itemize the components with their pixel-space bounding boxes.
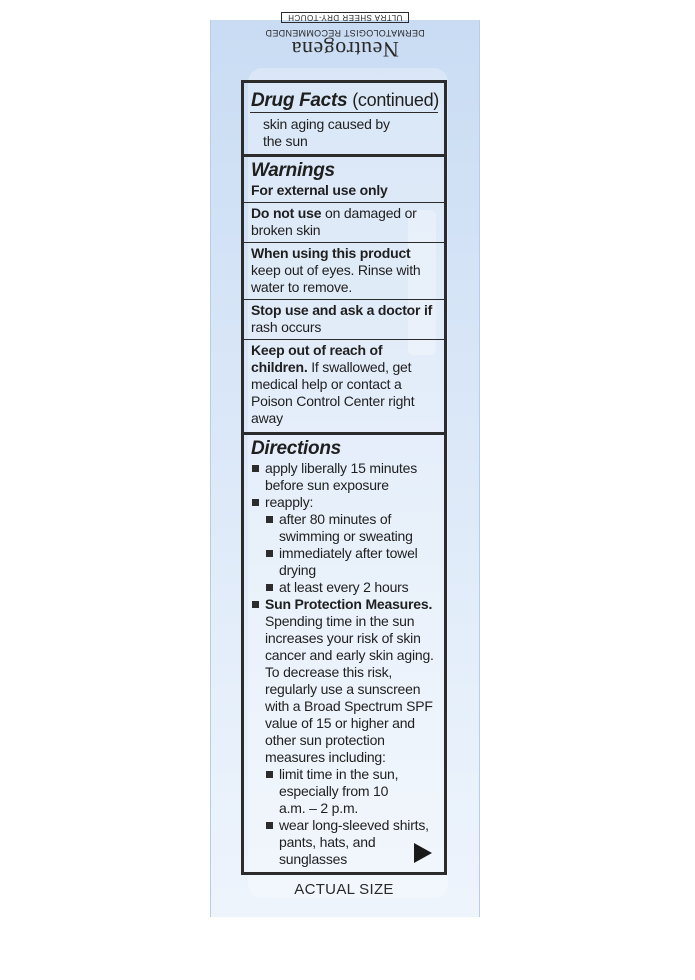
brand-name: Neutrogena [291,37,399,62]
brand-strip-inverted [240,13,450,62]
list-item [251,596,440,868]
keep-out-text: If swallowed, get medical help or contact a Poison Control Center right away [251,359,415,426]
when-using-text: keep out of eyes. Rinse with water to remove. [251,262,421,295]
stop-use-lead: Stop use and ask a doctor if [251,302,433,318]
uses-tail-text: skin aging caused by the sun [263,116,390,149]
keep-out-block [244,339,444,432]
stop-use-text: rash occurs [251,319,322,335]
brand-product-bar: ULTRA SHEER DRY-TOUCH [281,12,410,23]
do-not-use-block [244,202,444,242]
when-using-block [244,242,444,299]
when-using-lead: When using this product [251,245,411,261]
stop-use-block [244,299,444,339]
directions-section [244,435,444,875]
spm-text: Spending time in the sun increases your risk of skin cancer and early skin aging. To decrease this risk, regularly use a sunscreen with a Broad Spectrum SPF value of 15 or higher and other sun protection measures including: [265,613,434,765]
external-use-text: For external use only [251,182,388,198]
drug-facts-title: Drug Facts [251,90,348,111]
drug-facts-panel [241,80,447,875]
spm-lead: Sun Protection Measures. [265,596,433,612]
list-item [251,494,440,596]
reapply-text: reapply: [265,494,314,510]
directions-list [251,460,440,868]
actual-size-label: ACTUAL SIZE [294,881,394,898]
continue-arrow-icon [414,843,432,863]
list-item: apply liberally 15 minutes before sun exposure [251,460,440,494]
do-not-use-lead: Do not use [251,205,322,221]
brand-tagline: DERMATOLOGIST RECOMMENDED [265,28,425,38]
list-item: at least every 2 hours [265,579,440,596]
list-item: immediately after towel drying [265,545,440,579]
warnings-section [244,157,444,435]
reapply-list [265,511,440,596]
warnings-heading: Warnings [251,160,335,181]
list-item: wear long-sleeved shirts, pants, hats, and sunglasses [265,817,440,868]
keep-out-lead: Keep out of reach of children. [251,342,383,375]
list-item: limit time in the sun, especially from 10 a.m. – 2 p.m. [265,766,440,817]
list-item: after 80 minutes of swimming or sweating [265,511,440,545]
do-not-use-text: on damaged or broken skin [251,205,417,238]
drug-facts-continued: (continued) [352,90,439,110]
drug-facts-heading [251,89,440,112]
directions-heading: Directions [251,438,341,459]
drug-facts-continued-section [244,83,444,157]
